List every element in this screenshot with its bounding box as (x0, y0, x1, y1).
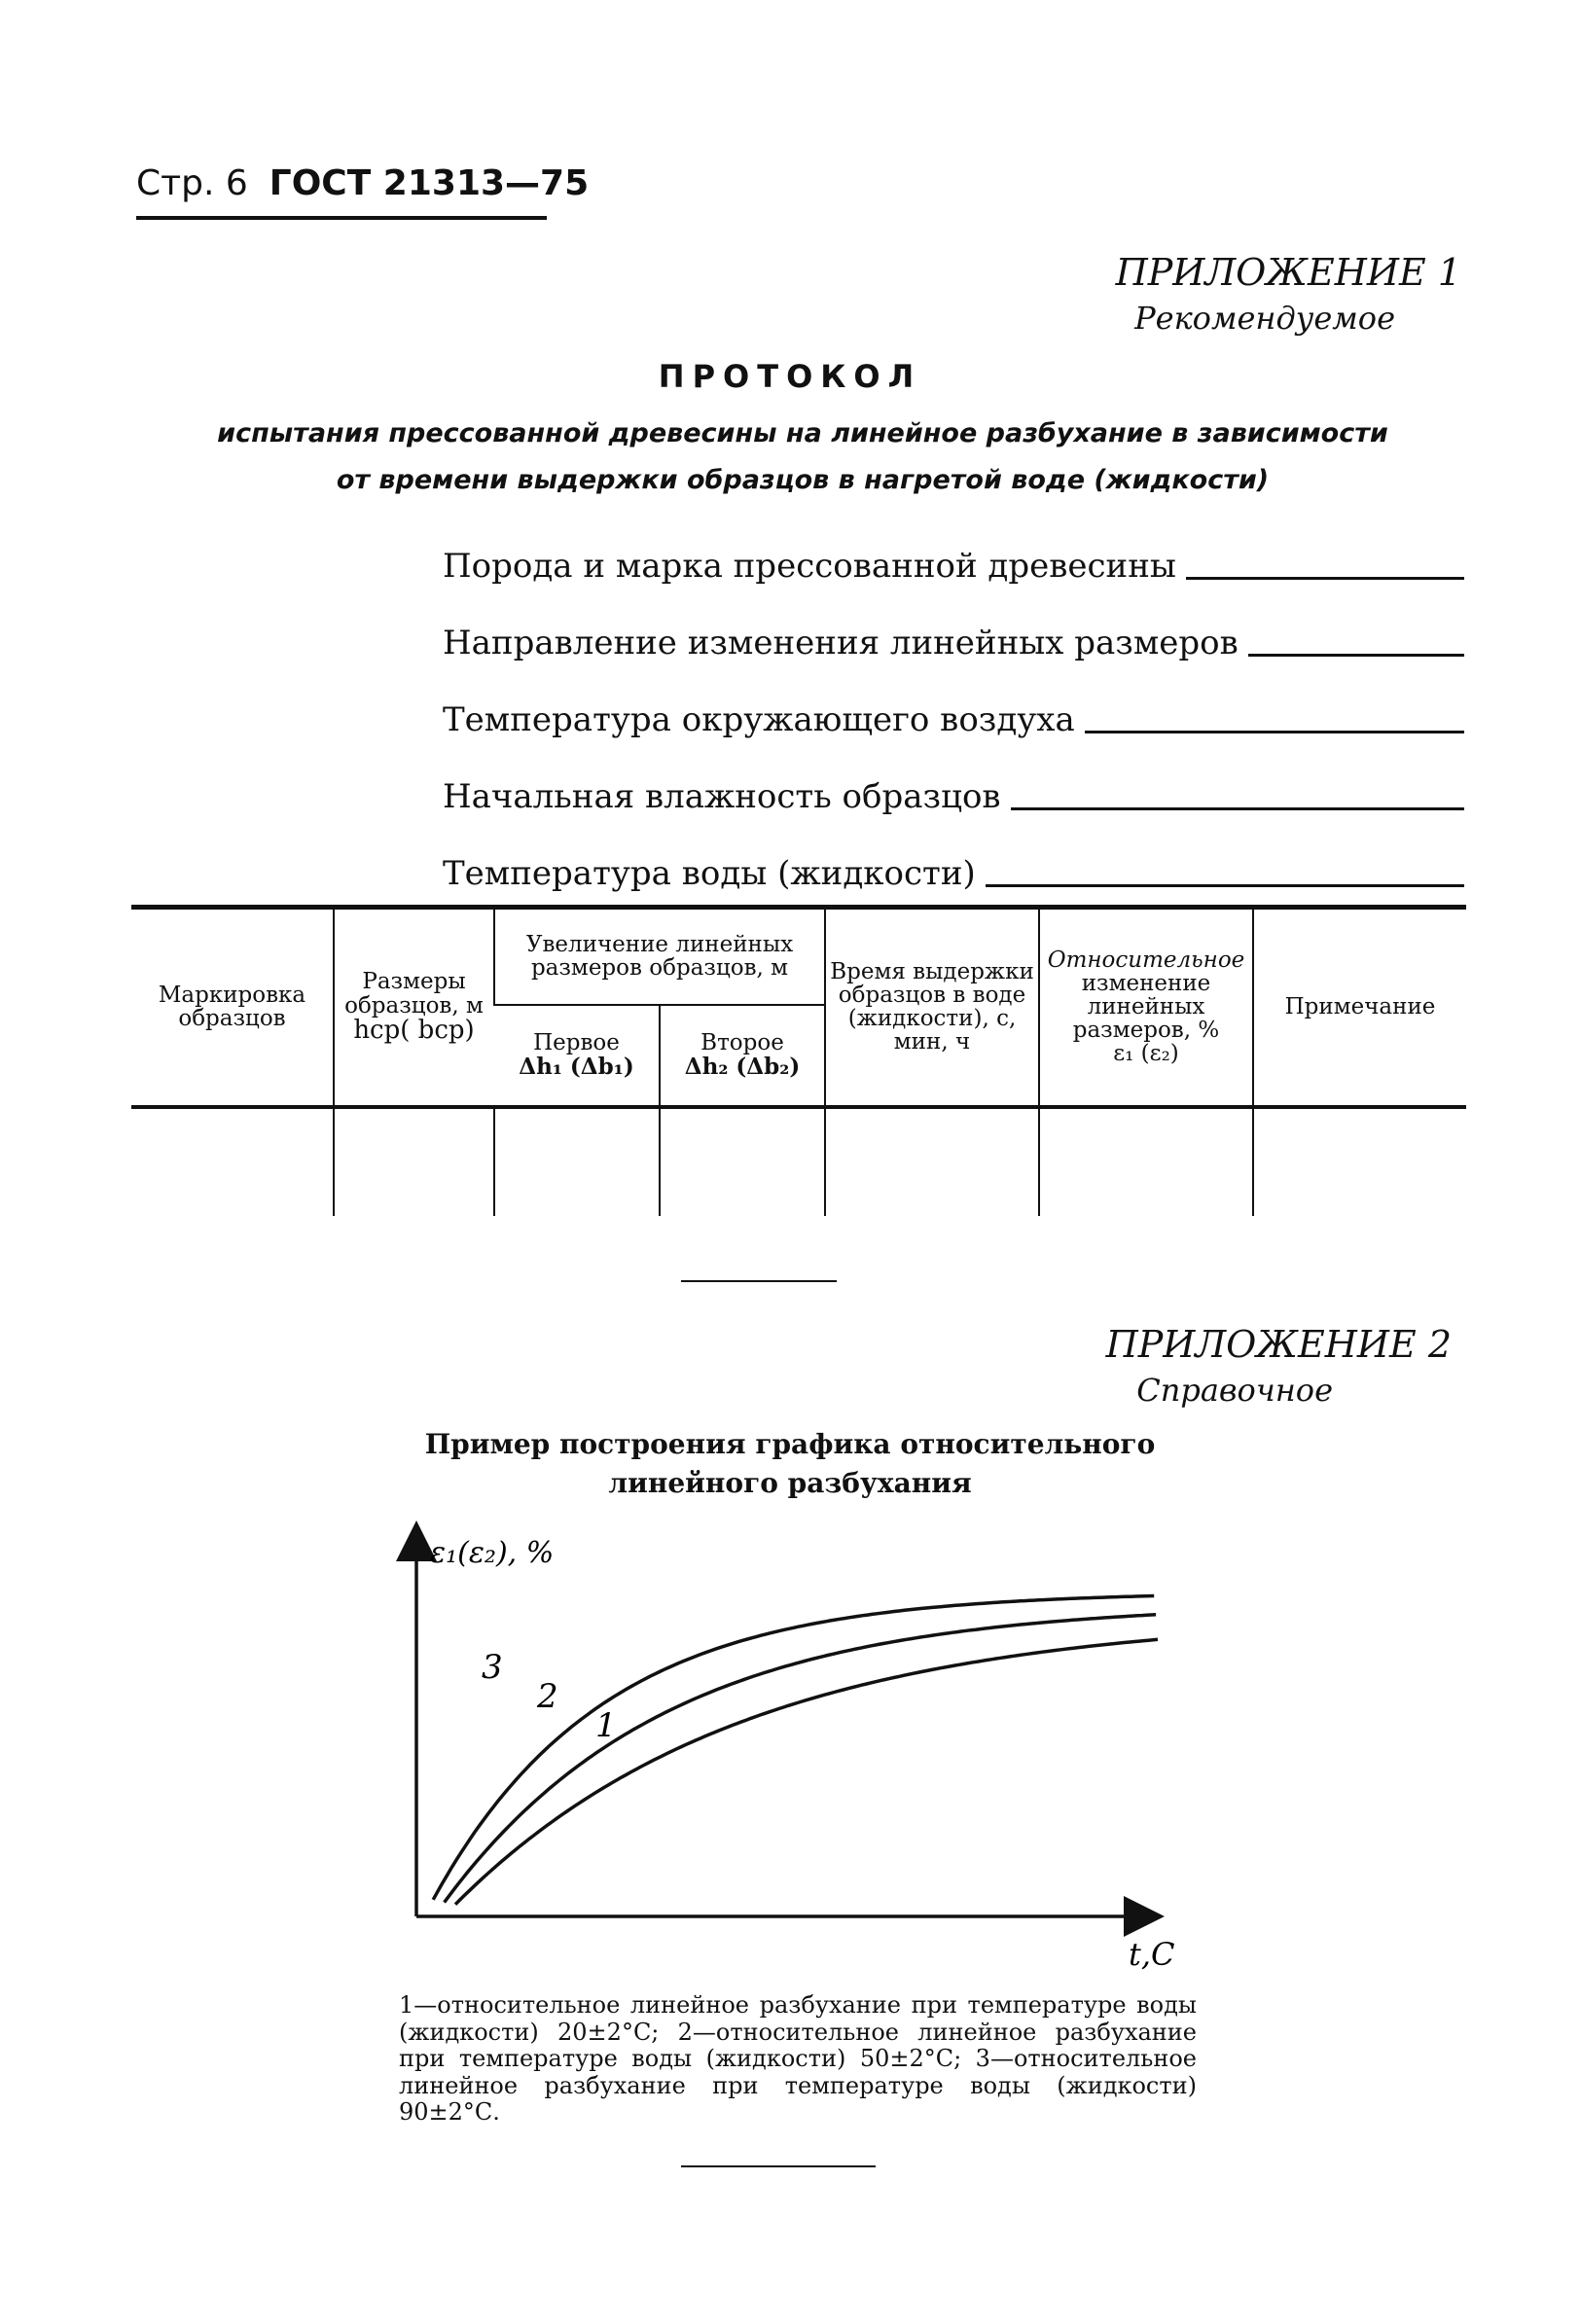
protocol-title: ПРОТОКОЛ (658, 358, 922, 395)
fill-line (1186, 577, 1464, 580)
header-relative (1039, 908, 1253, 1107)
series-2-line (445, 1615, 1157, 1903)
series-2-label: 2 (537, 1677, 558, 1716)
fill-line (1248, 654, 1464, 657)
graph-title-line1: Пример построения графика относительного (424, 1428, 1156, 1460)
graph-caption: 1—относительное линейное разбухание при температуре воды (жидкости) 20±2°С; 2—относительное линейное разбухание при температуре воды (жидкости) 50±2°С; 3—относительное линейное разбухание при температуре воды (жидкости) 90±2°С. (399, 1991, 1197, 2127)
header-sizes-line1: Размеры (362, 969, 466, 995)
protocol-fields (443, 525, 1464, 893)
header-sizes-line2: образцов, м (344, 992, 484, 1019)
header-first-line2: Δh₁ (Δb₁) (519, 1053, 634, 1080)
header-sizes-line3: hср( bср) (353, 1015, 475, 1045)
header-time: Время выдержки образцов в воде (жидкости), с, мин, ч (825, 908, 1039, 1107)
header-second-line1: Второе (700, 1030, 784, 1056)
series-3-line (433, 1596, 1154, 1900)
header-note: Примечание (1253, 908, 1466, 1107)
protocol-subtitle-line1: испытания прессованной древесины на линейное разбухание в зависимости (217, 418, 1388, 448)
graph-title-line2: линейного разбухания (608, 1467, 972, 1499)
series-group (433, 1596, 1158, 1905)
table-cell[interactable] (494, 1107, 660, 1216)
protocol-table (131, 905, 1466, 1216)
field-water-temperature[interactable] (443, 816, 1464, 893)
standard-number: ГОСТ 21313—75 (269, 163, 590, 203)
header-relative-line3: ε₁ (ε₂) (1113, 1041, 1179, 1067)
header-increase: Увеличение линейных размеров образцов, м (494, 908, 825, 1005)
bottom-rule (681, 2165, 876, 2167)
appendix2-title: ПРИЛОЖЕНИЕ 2 (1105, 1323, 1452, 1366)
appendix2-subtitle: Справочное (1136, 1372, 1333, 1409)
field-label: Температура окружающего воздуха (443, 700, 1075, 739)
header-marking: Маркировка образцов (158, 983, 306, 1032)
field-label: Начальная влажность образцов (443, 777, 1001, 816)
table-cell[interactable] (131, 1107, 334, 1216)
field-label: Температура воды (жидкости) (443, 854, 976, 893)
header-second-line2: Δh₂ (Δb₂) (684, 1053, 801, 1080)
table-cell[interactable] (660, 1107, 825, 1216)
series-1-label: 1 (595, 1706, 617, 1745)
header-rule (136, 216, 547, 220)
fill-line (1085, 731, 1464, 733)
header-relative-line1: Относительное (1047, 947, 1245, 973)
header-first (494, 1005, 660, 1107)
header-sizes (334, 908, 494, 1107)
table-cell[interactable] (334, 1107, 494, 1216)
table-cell[interactable] (1253, 1107, 1466, 1216)
appendix1-subtitle: Рекомендуемое (1134, 300, 1395, 337)
separator-rule (681, 1280, 837, 1282)
field-air-temperature[interactable] (443, 662, 1464, 739)
fill-line (986, 884, 1464, 887)
y-axis-label: ε₁(ε₂), % (430, 1536, 555, 1570)
page-header (136, 163, 589, 203)
table-cell[interactable] (1039, 1107, 1253, 1216)
series-3-label: 3 (482, 1648, 503, 1687)
page-number: Стр. 6 (136, 163, 248, 203)
header-first-line1: Первое (533, 1030, 620, 1056)
field-label: Порода и марка прессованной древесины (443, 547, 1176, 586)
swelling-chart (389, 1508, 1206, 1975)
field-direction[interactable] (443, 586, 1464, 662)
appendix1-title: ПРИЛОЖЕНИЕ 1 (1115, 251, 1461, 294)
header-second (660, 1005, 825, 1107)
fill-line (1011, 807, 1464, 810)
table-cell[interactable] (825, 1107, 1039, 1216)
header-relative-line2: изменение линейных размеров, % (1072, 971, 1220, 1044)
table-row-empty (131, 1107, 1466, 1216)
series-1-line (455, 1639, 1158, 1904)
field-initial-humidity[interactable] (443, 739, 1464, 816)
field-wood-grade[interactable] (443, 525, 1464, 586)
field-label: Направление изменения линейных размеров (443, 624, 1239, 662)
x-axis-label: t,C (1129, 1936, 1175, 1973)
protocol-subtitle-line2: от времени выдержки образцов в нагретой воде (жидкости) (336, 465, 1270, 495)
